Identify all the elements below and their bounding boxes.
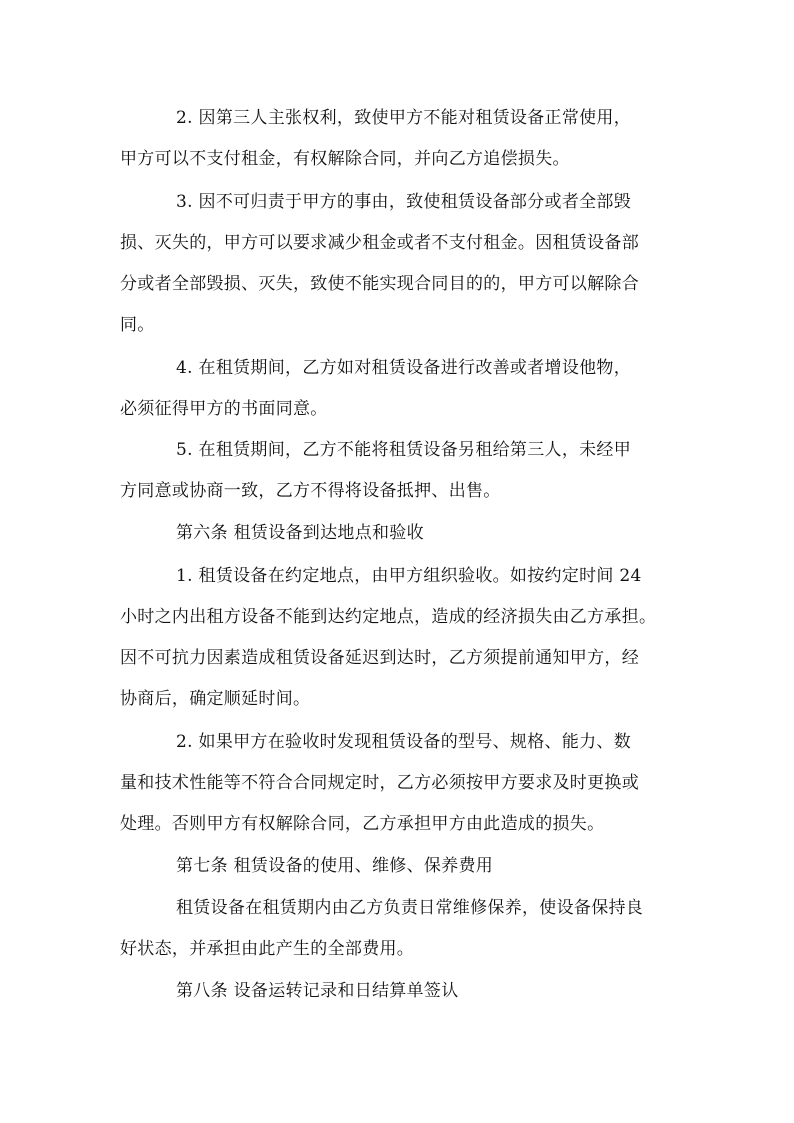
article-7-heading: 第七条 租赁设备的使用、维修、保养费用 <box>176 856 494 876</box>
clause-6-1-line-2: 小时之内出租方设备不能到达约定地点，造成的经济损失由乙方承担。 <box>120 607 657 627</box>
clause-6-2-line-2: 量和技术性能等不符合合同规定时，乙方必须按甲方要求及时更换或 <box>120 773 639 793</box>
clause-5-3-line-2: 损、灭失的，甲方可以要求减少租金或者不支付租金。因租赁设备部 <box>120 233 639 253</box>
clause-5-5-line-2: 方同意或协商一致，乙方不得将设备抵押、出售。 <box>120 481 501 501</box>
article-7-body-line-2: 好状态，并承担由此产生的全部费用。 <box>120 939 415 959</box>
clause-6-2-line-3: 处理。否则甲方有权解除合同，乙方承担甲方由此造成的损失。 <box>120 814 605 834</box>
clause-5-3-line-4: 同。 <box>120 315 155 335</box>
clause-5-3-line-1: 3. 因不可归责于甲方的事由，致使租赁设备部分或者全部毁 <box>176 192 632 212</box>
clause-5-5-line-1: 5. 在租赁期间，乙方不能将租赁设备另租给第三人，未经甲 <box>176 440 632 460</box>
clause-5-3-line-3: 分或者全部毁损、灭失，致使不能实现合同目的的，甲方可以解除合 <box>120 274 639 294</box>
clause-5-2-line-1: 2. 因第三人主张权利，致使甲方不能对租赁设备正常使用， <box>176 108 632 128</box>
clause-6-1-line-4: 协商后，确定顺延时间。 <box>120 689 311 709</box>
clause-6-2-line-1: 2. 如果甲方在验收时发现租赁设备的型号、规格、能力、数 <box>176 732 632 752</box>
article-7-body-line-1: 租赁设备在租赁期内由乙方负责日常维修保养，使设备保持良 <box>176 898 644 918</box>
clause-6-1-line-1: 1. 租赁设备在约定地点，由甲方组织验收。如按约定时间 24 <box>176 566 642 586</box>
article-8-heading: 第八条 设备运转记录和日结算单签认 <box>176 981 459 1001</box>
clause-5-4-line-1: 4. 在租赁期间，乙方如对租赁设备进行改善或者增设他物， <box>176 358 632 378</box>
clause-5-2-line-2: 甲方可以不支付租金，有权解除合同，并向乙方追偿损失。 <box>120 149 570 169</box>
clause-5-4-line-2: 必须征得甲方的书面同意。 <box>120 399 328 419</box>
clause-6-1-line-3: 因不可抗力因素造成租赁设备延迟到达时，乙方须提前通知甲方，经 <box>120 648 639 668</box>
article-6-heading: 第六条 租赁设备到达地点和验收 <box>176 523 424 543</box>
